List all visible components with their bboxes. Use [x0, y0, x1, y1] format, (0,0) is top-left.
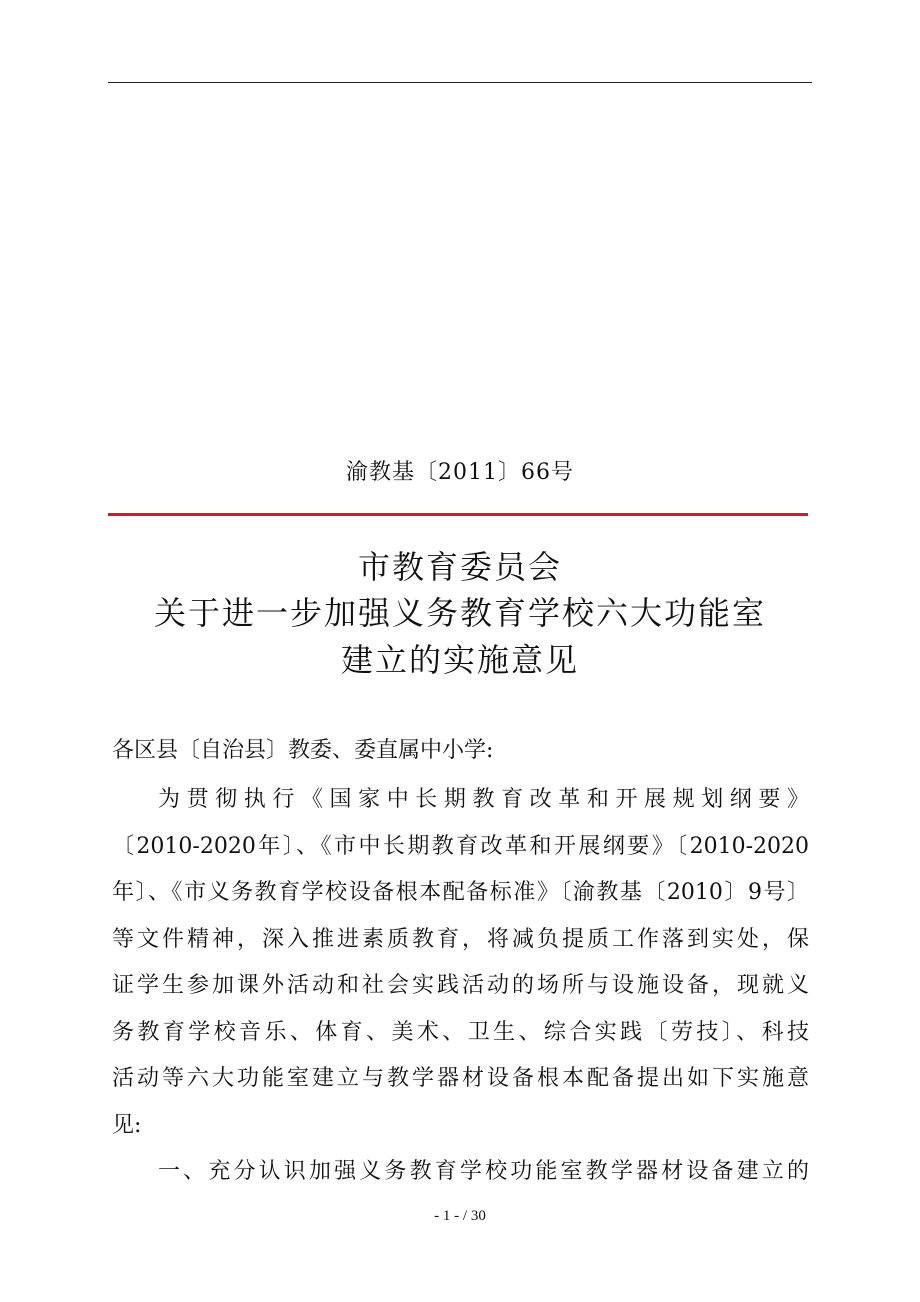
- title-line-2: 关于进一步加强义务教育学校六大功能室: [153, 594, 766, 632]
- paragraph-line: 〔2010-2020年〕、《市中长期教育改革和开展纲要》〔2010-2020: [112, 834, 809, 859]
- paragraph-line: 为贯彻执行《国家中长期教育改革和开展规划纲要》: [158, 787, 809, 812]
- paragraph-line: 年〕、《市义务教育学校设备根本配备标准》〔渝教基〔2010〕9号〕: [112, 880, 809, 905]
- paragraph-line: 活动等六大功能室建立与教学器材设备根本配备提出如下实施意: [112, 1066, 809, 1091]
- paragraph-line: 证学生参加课外活动和社会实践活动的场所与设施设备，现就义: [112, 973, 809, 998]
- document-number: 渝教基〔2011〕66号: [346, 460, 574, 485]
- paragraph-line: 等文件精神，深入推进素质教育，将减负提质工作落到实处，保: [112, 927, 809, 952]
- paragraph-line: 见:: [112, 1113, 142, 1138]
- header-rule: [108, 82, 812, 83]
- paragraph-line: 务教育学校音乐、体育、美术、卫生、综合实践〔劳技〕、科技: [112, 1020, 809, 1045]
- section-heading: 一、充分认识加强义务教育学校功能室教学器材设备建立的: [158, 1159, 809, 1184]
- red-divider: [108, 513, 808, 516]
- salutation: 各区县〔自治县〕教委、委直属中小学:: [112, 738, 494, 763]
- page-number: - 1 - / 30: [434, 1208, 486, 1224]
- title-line-3: 建立的实施意见: [340, 641, 579, 679]
- title-line-1: 市教育委员会: [357, 548, 562, 586]
